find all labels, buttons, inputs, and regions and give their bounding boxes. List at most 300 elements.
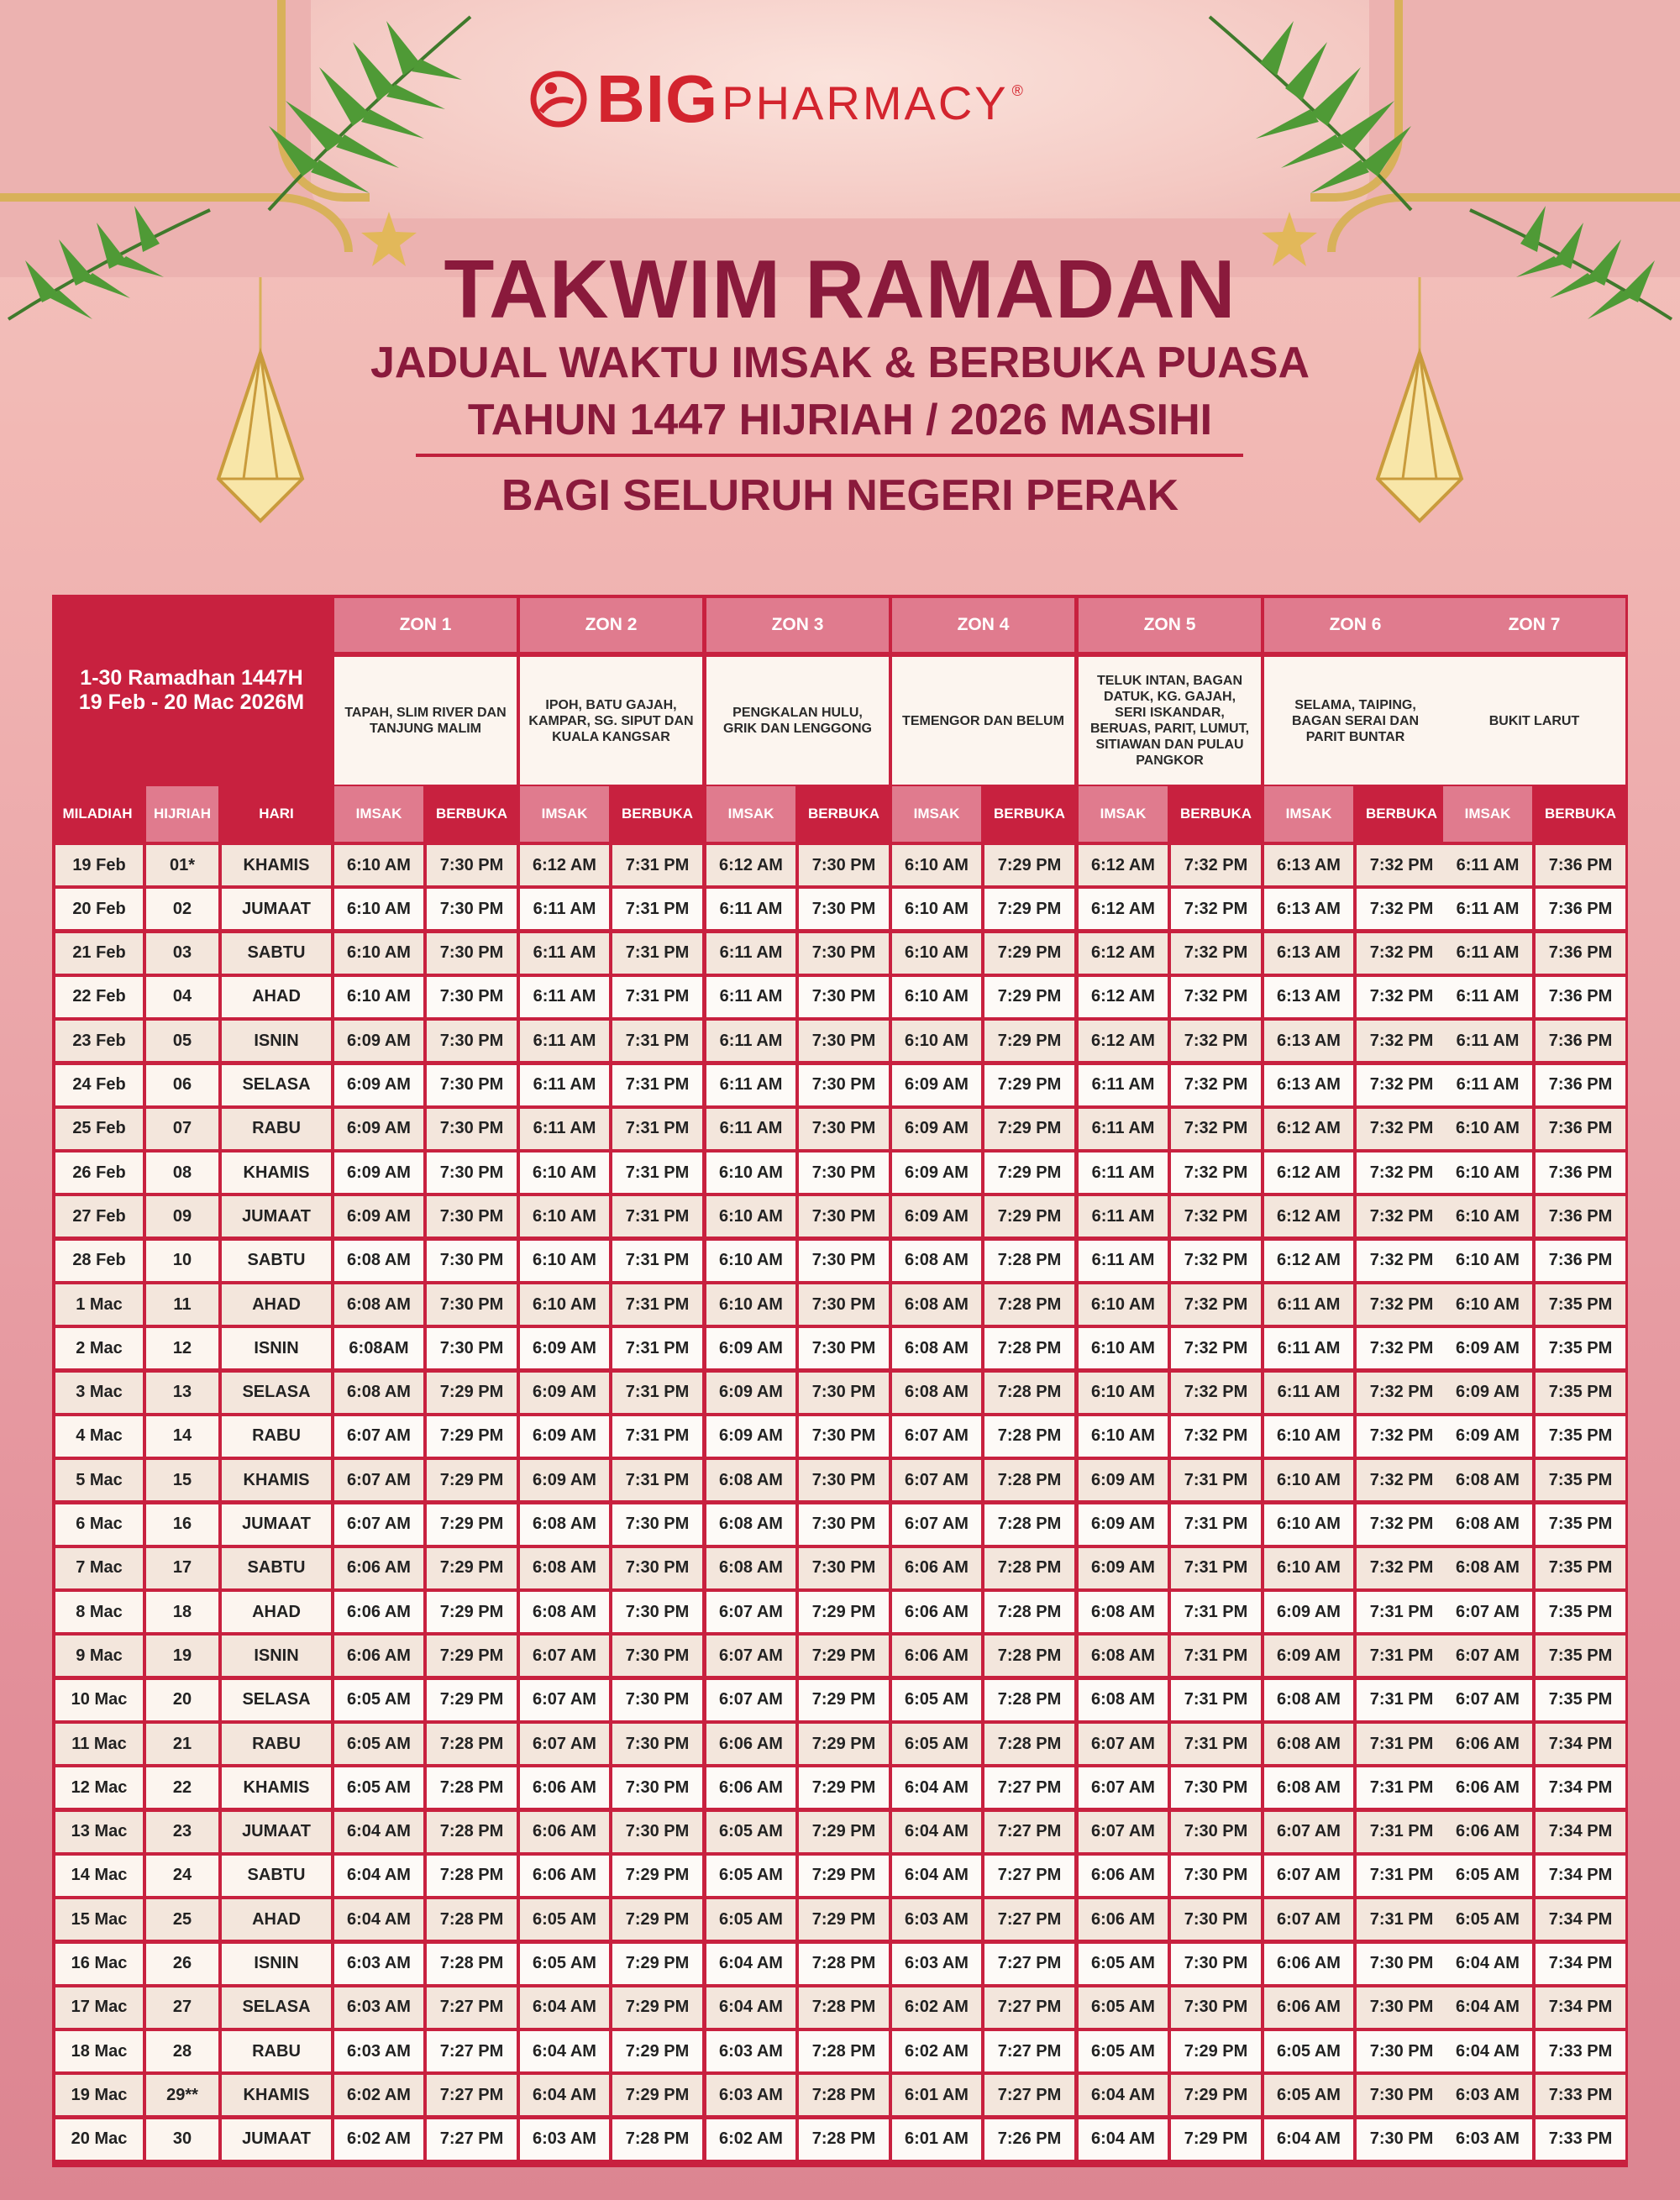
cell-imsak-time: 6:11 AM: [1079, 1065, 1168, 1105]
cell-berbuka-time: 7:31 PM: [612, 1460, 702, 1500]
cell-berbuka-time: 7:28 PM: [799, 2075, 889, 2115]
cell-imsak-time: 6:06 AM: [1264, 1944, 1353, 1984]
cell-berbuka-time: 7:31 PM: [1357, 1592, 1446, 1632]
cell-hijriah: 07: [146, 1109, 218, 1149]
cell-imsak-time: 6:04 AM: [1443, 1944, 1532, 1984]
cell-imsak-time: 6:10 AM: [1264, 1416, 1353, 1457]
zone-name: ZON 6: [1264, 598, 1446, 652]
cell-berbuka-time: 7:28 PM: [984, 1373, 1074, 1413]
col-header-berbuka: BERBUKA: [1545, 806, 1616, 822]
cell-imsak-time: 6:09 AM: [892, 1196, 981, 1237]
cell-imsak-time: 6:12 AM: [1079, 889, 1168, 929]
cell-berbuka-time: 7:30 PM: [1357, 2031, 1446, 2071]
cell-imsak-time: 6:10 AM: [1079, 1416, 1168, 1457]
cell-imsak-time: 6:08 AM: [1264, 1680, 1353, 1720]
cell-imsak-time: 6:04 AM: [706, 1987, 795, 2028]
cell-berbuka-time: 7:29 PM: [984, 845, 1074, 885]
cell-miladiah: 28 Feb: [55, 1241, 143, 1281]
cell-berbuka-time: 7:28 PM: [427, 1812, 517, 1852]
cell-imsak-time: 6:09 AM: [706, 1373, 795, 1413]
table-row: [52, 1065, 1628, 1105]
table-row: [52, 1812, 1628, 1852]
cell-hari: JUMAAT: [222, 2119, 331, 2160]
cell-imsak-time: 6:08 AM: [706, 1504, 795, 1545]
bigpharmacy-logo-icon: [529, 70, 588, 129]
cell-imsak-time: 6:05 AM: [1079, 1987, 1168, 2028]
cell-hijriah: 24: [146, 1856, 218, 1896]
cell-berbuka-time: 7:31 PM: [1171, 1592, 1261, 1632]
cell-berbuka-time: 7:30 PM: [427, 1109, 517, 1149]
cell-berbuka-time: 7:36 PM: [1536, 1109, 1625, 1149]
cell-imsak-time: 6:05 AM: [706, 1856, 795, 1896]
cell-miladiah: 20 Feb: [55, 889, 143, 929]
cell-imsak-time: 6:10 AM: [892, 845, 981, 885]
cell-imsak-time: 6:13 AM: [1264, 845, 1353, 885]
cell-imsak-time: 6:13 AM: [1264, 977, 1353, 1017]
timetable: [52, 595, 1628, 2167]
cell-berbuka-time: 7:30 PM: [427, 1196, 517, 1237]
cell-berbuka-time: 7:29 PM: [612, 1899, 702, 1940]
cell-hari: RABU: [222, 1416, 331, 1457]
cell-berbuka-time: 7:29 PM: [984, 1196, 1074, 1237]
cell-imsak-time: 6:11 AM: [1443, 1065, 1532, 1105]
cell-berbuka-time: 7:31 PM: [1357, 1856, 1446, 1896]
cell-berbuka-time: 7:30 PM: [612, 1504, 702, 1545]
cell-imsak-time: 6:12 AM: [1264, 1153, 1353, 1193]
cell-berbuka-time: 7:36 PM: [1536, 1065, 1625, 1105]
cell-berbuka-time: 7:32 PM: [1171, 933, 1261, 974]
cell-hijriah: 10: [146, 1241, 218, 1281]
cell-berbuka-time: 7:31 PM: [612, 933, 702, 974]
cell-imsak-time: 6:11 AM: [706, 1021, 795, 1061]
cell-imsak-time: 6:10 AM: [706, 1196, 795, 1237]
brand-logo: [529, 61, 1151, 136]
cell-berbuka-time: 7:35 PM: [1536, 1328, 1625, 1368]
cell-imsak-time: 6:10 AM: [334, 933, 423, 974]
cell-imsak-time: 6:10 AM: [1264, 1548, 1353, 1588]
cell-berbuka-time: 7:27 PM: [427, 2119, 517, 2160]
zone-name: ZON 4: [892, 598, 1074, 652]
table-row: [52, 1504, 1628, 1545]
table-row: [52, 1153, 1628, 1193]
cell-miladiah: 10 Mac: [55, 1680, 143, 1720]
cell-imsak-time: 6:10 AM: [520, 1241, 609, 1281]
cell-imsak-time: 6:09 AM: [334, 1021, 423, 1061]
cell-imsak-time: 6:03 AM: [892, 1944, 981, 1984]
table-row: [52, 1899, 1628, 1940]
cell-imsak-time: 6:05 AM: [334, 1767, 423, 1808]
cell-imsak-time: 6:09 AM: [892, 1109, 981, 1149]
cell-berbuka-time: 7:31 PM: [1357, 1812, 1446, 1852]
cell-imsak-time: 6:06 AM: [706, 1767, 795, 1808]
cell-miladiah: 14 Mac: [55, 1856, 143, 1896]
cell-berbuka-time: 7:30 PM: [1357, 2119, 1446, 2160]
cell-berbuka-time: 7:31 PM: [1171, 1724, 1261, 1764]
cell-imsak-time: 6:11 AM: [520, 1021, 609, 1061]
cell-berbuka-time: 7:29 PM: [1171, 2119, 1261, 2160]
cell-berbuka-time: 7:31 PM: [612, 1109, 702, 1149]
cell-hijriah: 29**: [146, 2075, 218, 2115]
cell-imsak-time: 6:09 AM: [520, 1373, 609, 1413]
cell-berbuka-time: 7:30 PM: [1357, 1944, 1446, 1984]
cell-berbuka-time: 7:30 PM: [427, 845, 517, 885]
cell-berbuka-time: 7:29 PM: [427, 1504, 517, 1545]
cell-imsak-time: 6:11 AM: [520, 977, 609, 1017]
cell-berbuka-time: 7:32 PM: [1357, 1328, 1446, 1368]
cell-imsak-time: 6:12 AM: [1264, 1241, 1353, 1281]
cell-berbuka-time: 7:33 PM: [1536, 2075, 1625, 2115]
cell-berbuka-time: 7:30 PM: [1357, 2075, 1446, 2115]
cell-berbuka-time: 7:30 PM: [612, 1548, 702, 1588]
cell-imsak-time: 6:08 AM: [1443, 1548, 1532, 1588]
cell-berbuka-time: 7:32 PM: [1357, 1504, 1446, 1545]
col-header-hijriah: HIJRIAH: [146, 786, 218, 842]
cell-miladiah: 12 Mac: [55, 1767, 143, 1808]
table-row: [52, 1416, 1628, 1457]
cell-imsak-time: 6:07 AM: [520, 1680, 609, 1720]
cell-imsak-time: 6:11 AM: [1443, 845, 1532, 885]
cell-berbuka-time: 7:31 PM: [612, 1065, 702, 1105]
cell-imsak-time: 6:05 AM: [892, 1724, 981, 1764]
cell-imsak-time: 6:10 AM: [1443, 1284, 1532, 1325]
cell-imsak-time: 6:11 AM: [1264, 1328, 1353, 1368]
cell-imsak-time: 6:04 AM: [892, 1767, 981, 1808]
cell-imsak-time: 6:03 AM: [892, 1899, 981, 1940]
cell-imsak-time: 6:12 AM: [1264, 1109, 1353, 1149]
cell-hari: SELASA: [222, 1373, 331, 1413]
zone-name: ZON 2: [520, 598, 702, 652]
cell-berbuka-time: 7:30 PM: [427, 1021, 517, 1061]
cell-berbuka-time: 7:30 PM: [799, 1416, 889, 1457]
cell-berbuka-time: 7:33 PM: [1536, 2031, 1625, 2071]
cell-berbuka-time: 7:29 PM: [612, 1987, 702, 2028]
cell-imsak-time: 6:06 AM: [334, 1592, 423, 1632]
cell-imsak-time: 6:11 AM: [706, 889, 795, 929]
cell-imsak-time: 6:12 AM: [1079, 1021, 1168, 1061]
cell-imsak-time: 6:09 AM: [1443, 1373, 1532, 1413]
cell-hijriah: 03: [146, 933, 218, 974]
cell-imsak-time: 6:06 AM: [1079, 1899, 1168, 1940]
cell-berbuka-time: 7:31 PM: [612, 1153, 702, 1193]
palm-leaf-icon: [1193, 0, 1428, 218]
cell-berbuka-time: 7:28 PM: [984, 1284, 1074, 1325]
cell-imsak-time: 6:09 AM: [334, 1065, 423, 1105]
cell-imsak-time: 6:09 AM: [520, 1460, 609, 1500]
cell-berbuka-time: 7:28 PM: [984, 1460, 1074, 1500]
cell-berbuka-time: 7:32 PM: [1357, 1284, 1446, 1325]
cell-imsak-time: 6:04 AM: [892, 1856, 981, 1896]
cell-imsak-time: 6:10 AM: [334, 889, 423, 929]
cell-berbuka-time: 7:36 PM: [1536, 1021, 1625, 1061]
cell-hari: JUMAAT: [222, 1504, 331, 1545]
cell-berbuka-time: 7:28 PM: [427, 1944, 517, 1984]
cell-berbuka-time: 7:36 PM: [1536, 845, 1625, 885]
cell-berbuka-time: 7:36 PM: [1536, 1196, 1625, 1237]
cell-hijriah: 04: [146, 977, 218, 1017]
cell-berbuka-time: 7:34 PM: [1536, 1856, 1625, 1896]
cell-berbuka-time: 7:30 PM: [799, 977, 889, 1017]
cell-miladiah: 2 Mac: [55, 1328, 143, 1368]
cell-imsak-time: 6:03 AM: [1443, 2075, 1532, 2115]
cell-berbuka-time: 7:35 PM: [1536, 1504, 1625, 1545]
cell-hari: JUMAAT: [222, 1812, 331, 1852]
cell-imsak-time: 6:07 AM: [706, 1592, 795, 1632]
cell-imsak-time: 6:11 AM: [706, 1065, 795, 1105]
cell-berbuka-time: 7:31 PM: [1171, 1548, 1261, 1588]
date-range-gregorian: 19 Feb - 20 Mac 2026M: [78, 690, 305, 714]
cell-miladiah: 9 Mac: [55, 1636, 143, 1676]
cell-miladiah: 27 Feb: [55, 1196, 143, 1237]
table-row: [52, 1767, 1628, 1808]
cell-hari: SABTU: [222, 1856, 331, 1896]
cell-berbuka-time: 7:35 PM: [1536, 1460, 1625, 1500]
cell-berbuka-time: 7:31 PM: [1171, 1636, 1261, 1676]
cell-berbuka-time: 7:28 PM: [984, 1328, 1074, 1368]
cell-berbuka-time: 7:32 PM: [1171, 845, 1261, 885]
cell-imsak-time: 6:11 AM: [1264, 1284, 1353, 1325]
cell-imsak-time: 6:10 AM: [520, 1196, 609, 1237]
table-row: [52, 977, 1628, 1017]
cell-imsak-time: 6:08 AM: [1264, 1767, 1353, 1808]
cell-imsak-time: 6:04 AM: [892, 1812, 981, 1852]
cell-imsak-time: 6:06 AM: [334, 1636, 423, 1676]
cell-imsak-time: 6:11 AM: [520, 889, 609, 929]
cell-berbuka-time: 7:32 PM: [1357, 1109, 1446, 1149]
cell-berbuka-time: 7:29 PM: [799, 1767, 889, 1808]
cell-imsak-time: 6:13 AM: [1264, 889, 1353, 929]
cell-berbuka-time: 7:30 PM: [612, 1724, 702, 1764]
cell-berbuka-time: 7:30 PM: [1171, 1987, 1261, 2028]
cell-imsak-time: 6:10 AM: [520, 1284, 609, 1325]
cell-berbuka-time: 7:29 PM: [1171, 2075, 1261, 2115]
cell-berbuka-time: 7:32 PM: [1357, 1153, 1446, 1193]
title-divider: [416, 454, 1243, 457]
cell-berbuka-time: 7:29 PM: [427, 1460, 517, 1500]
table-row: [52, 1241, 1628, 1281]
table-row: [52, 1021, 1628, 1061]
cell-imsak-time: 6:10 AM: [334, 845, 423, 885]
cell-berbuka-time: 7:34 PM: [1536, 1987, 1625, 2028]
table-row: [52, 889, 1628, 929]
cell-imsak-time: 6:10 AM: [1443, 1241, 1532, 1281]
cell-imsak-time: 6:09 AM: [892, 1153, 981, 1193]
cell-imsak-time: 6:10 AM: [334, 977, 423, 1017]
col-header-berbuka: BERBUKA: [436, 806, 507, 822]
zone-areas: TEMENGOR DAN BELUM: [892, 657, 1074, 785]
cell-berbuka-time: 7:29 PM: [612, 2031, 702, 2071]
cell-imsak-time: 6:10 AM: [892, 1021, 981, 1061]
cell-hari: SELASA: [222, 1680, 331, 1720]
cell-imsak-time: 6:07 AM: [1264, 1899, 1353, 1940]
cell-imsak-time: 6:05 AM: [334, 1680, 423, 1720]
cell-berbuka-time: 7:27 PM: [984, 2075, 1074, 2115]
cell-imsak-time: 6:09 AM: [1264, 1592, 1353, 1632]
cell-berbuka-time: 7:30 PM: [612, 1767, 702, 1808]
page-subtitle-2: TAHUN 1447 HIJRIAH / 2026 MASIHI: [467, 396, 1213, 444]
cell-berbuka-time: 7:28 PM: [984, 1548, 1074, 1588]
cell-imsak-time: 6:11 AM: [1079, 1196, 1168, 1237]
table-row: [52, 2031, 1628, 2071]
cell-berbuka-time: 7:29 PM: [427, 1592, 517, 1632]
cell-imsak-time: 6:10 AM: [706, 1284, 795, 1325]
cell-berbuka-time: 7:30 PM: [799, 1241, 889, 1281]
cell-imsak-time: 6:10 AM: [892, 977, 981, 1017]
cell-hijriah: 16: [146, 1504, 218, 1545]
cell-berbuka-time: 7:31 PM: [612, 1284, 702, 1325]
cell-berbuka-time: 7:30 PM: [1171, 1767, 1261, 1808]
col-header-berbuka: BERBUKA: [1180, 806, 1252, 822]
zone-header: [1079, 598, 1261, 786]
cell-hari: SABTU: [222, 1241, 331, 1281]
cell-imsak-time: 6:04 AM: [334, 1856, 423, 1896]
cell-berbuka-time: 7:32 PM: [1171, 1021, 1261, 1061]
cell-imsak-time: 6:07 AM: [334, 1460, 423, 1500]
cell-imsak-time: 6:09 AM: [334, 1109, 423, 1149]
cell-berbuka-time: 7:30 PM: [799, 1328, 889, 1368]
cell-berbuka-time: 7:35 PM: [1536, 1548, 1625, 1588]
cell-imsak-time: 6:09 AM: [1264, 1636, 1353, 1676]
cell-berbuka-time: 7:29 PM: [984, 977, 1074, 1017]
cell-berbuka-time: 7:36 PM: [1536, 977, 1625, 1017]
cell-imsak-time: 6:01 AM: [892, 2119, 981, 2160]
cell-imsak-time: 6:13 AM: [1264, 933, 1353, 974]
cell-berbuka-time: 7:31 PM: [1171, 1460, 1261, 1500]
cell-imsak-time: 6:04 AM: [1079, 2119, 1168, 2160]
page-title: TAKWIM RAMADAN: [444, 243, 1236, 335]
cell-berbuka-time: 7:30 PM: [1171, 1812, 1261, 1852]
cell-imsak-time: 6:07 AM: [892, 1504, 981, 1545]
cell-imsak-time: 6:11 AM: [520, 1109, 609, 1149]
cell-imsak-time: 6:04 AM: [1443, 2031, 1532, 2071]
cell-berbuka-time: 7:30 PM: [1171, 1944, 1261, 1984]
cell-imsak-time: 6:09 AM: [706, 1416, 795, 1457]
cell-imsak-time: 6:04 AM: [334, 1899, 423, 1940]
cell-hari: KHAMIS: [222, 1153, 331, 1193]
cell-hijriah: 12: [146, 1328, 218, 1368]
cell-imsak-time: 6:03 AM: [706, 2031, 795, 2071]
cell-berbuka-time: 7:29 PM: [799, 1899, 889, 1940]
cell-imsak-time: 6:12 AM: [1264, 1196, 1353, 1237]
cell-imsak-time: 6:12 AM: [520, 845, 609, 885]
cell-imsak-time: 6:11 AM: [520, 1065, 609, 1105]
cell-miladiah: 18 Mac: [55, 2031, 143, 2071]
cell-imsak-time: 6:06 AM: [892, 1592, 981, 1632]
cell-imsak-time: 6:05 AM: [706, 1812, 795, 1852]
cell-imsak-time: 6:04 AM: [1079, 2075, 1168, 2115]
cell-berbuka-time: 7:30 PM: [612, 1636, 702, 1676]
cell-berbuka-time: 7:30 PM: [799, 1021, 889, 1061]
table-row: [52, 1373, 1628, 1413]
cell-hari: RABU: [222, 1109, 331, 1149]
cell-miladiah: 19 Mac: [55, 2075, 143, 2115]
cell-berbuka-time: 7:28 PM: [427, 1856, 517, 1896]
col-header-imsak: IMSAK: [892, 786, 981, 842]
cell-imsak-time: 6:07 AM: [1079, 1767, 1168, 1808]
cell-berbuka-time: 7:30 PM: [799, 933, 889, 974]
cell-hari: AHAD: [222, 1899, 331, 1940]
cell-imsak-time: 6:06 AM: [520, 1812, 609, 1852]
cell-berbuka-time: 7:28 PM: [799, 1944, 889, 1984]
cell-berbuka-time: 7:28 PM: [799, 1987, 889, 2028]
page-subtitle-1: JADUAL WAKTU IMSAK & BERBUKA PUASA: [370, 339, 1310, 387]
cell-berbuka-time: 7:29 PM: [799, 1812, 889, 1852]
col-header-imsak: IMSAK: [1264, 786, 1353, 842]
cell-miladiah: 17 Mac: [55, 1987, 143, 2028]
cell-hijriah: 25: [146, 1899, 218, 1940]
cell-imsak-time: 6:05 AM: [520, 1944, 609, 1984]
cell-berbuka-time: 7:29 PM: [799, 1724, 889, 1764]
cell-imsak-time: 6:07 AM: [1443, 1636, 1532, 1676]
cell-imsak-time: 6:04 AM: [520, 2075, 609, 2115]
cell-berbuka-time: 7:34 PM: [1536, 1767, 1625, 1808]
cell-berbuka-time: 7:29 PM: [984, 889, 1074, 929]
cell-imsak-time: 6:05 AM: [892, 1680, 981, 1720]
cell-hijriah: 30: [146, 2119, 218, 2160]
cell-berbuka-time: 7:28 PM: [799, 2119, 889, 2160]
cell-berbuka-time: 7:29 PM: [984, 1109, 1074, 1149]
cell-imsak-time: 6:06 AM: [1264, 1987, 1353, 2028]
cell-berbuka-time: 7:29 PM: [799, 1856, 889, 1896]
cell-miladiah: 8 Mac: [55, 1592, 143, 1632]
cell-hari: JUMAAT: [222, 889, 331, 929]
cell-berbuka-time: 7:34 PM: [1536, 1944, 1625, 1984]
cell-imsak-time: 6:06 AM: [1443, 1767, 1532, 1808]
cell-hari: AHAD: [222, 1592, 331, 1632]
cell-berbuka-time: 7:36 PM: [1536, 889, 1625, 929]
cell-berbuka-time: 7:32 PM: [1357, 1416, 1446, 1457]
cell-imsak-time: 6:09 AM: [520, 1416, 609, 1457]
cell-imsak-time: 6:06 AM: [520, 1767, 609, 1808]
cell-imsak-time: 6:13 AM: [1264, 1065, 1353, 1105]
cell-imsak-time: 6:11 AM: [706, 933, 795, 974]
cell-imsak-time: 6:05 AM: [1079, 2031, 1168, 2071]
cell-imsak-time: 6:07 AM: [1079, 1724, 1168, 1764]
registered-mark: ®: [1011, 81, 1023, 99]
cell-imsak-time: 6:11 AM: [1079, 1153, 1168, 1193]
cell-berbuka-time: 7:31 PM: [612, 1328, 702, 1368]
zone-header: [706, 598, 889, 786]
cell-imsak-time: 6:06 AM: [334, 1548, 423, 1588]
cell-berbuka-time: 7:30 PM: [799, 1153, 889, 1193]
cell-imsak-time: 6:07 AM: [1264, 1812, 1353, 1852]
cell-berbuka-time: 7:28 PM: [427, 1724, 517, 1764]
col-header-berbuka: BERBUKA: [622, 806, 693, 822]
cell-imsak-time: 6:03 AM: [520, 2119, 609, 2160]
cell-hari: ISNIN: [222, 1328, 331, 1368]
cell-hari: KHAMIS: [222, 845, 331, 885]
cell-hijriah: 17: [146, 1548, 218, 1588]
cell-hari: ISNIN: [222, 1021, 331, 1061]
cell-berbuka-time: 7:30 PM: [799, 1196, 889, 1237]
cell-imsak-time: 6:10 AM: [520, 1153, 609, 1193]
cell-imsak-time: 6:10 AM: [1443, 1196, 1532, 1237]
cell-hari: ISNIN: [222, 1944, 331, 1984]
cell-imsak-time: 6:03 AM: [334, 1987, 423, 2028]
cell-berbuka-time: 7:32 PM: [1171, 889, 1261, 929]
cell-imsak-time: 6:11 AM: [1079, 1241, 1168, 1281]
cell-berbuka-time: 7:32 PM: [1171, 1109, 1261, 1149]
cell-berbuka-time: 7:30 PM: [427, 889, 517, 929]
cell-berbuka-time: 7:36 PM: [1536, 1153, 1625, 1193]
zone-header: [1443, 598, 1625, 786]
cell-berbuka-time: 7:30 PM: [612, 1592, 702, 1632]
cell-berbuka-time: 7:28 PM: [427, 1767, 517, 1808]
cell-imsak-time: 6:07 AM: [706, 1636, 795, 1676]
cell-imsak-time: 6:07 AM: [1079, 1812, 1168, 1852]
cell-imsak-time: 6:11 AM: [1443, 1021, 1532, 1061]
cell-berbuka-time: 7:30 PM: [799, 845, 889, 885]
cell-imsak-time: 6:08 AM: [334, 1373, 423, 1413]
